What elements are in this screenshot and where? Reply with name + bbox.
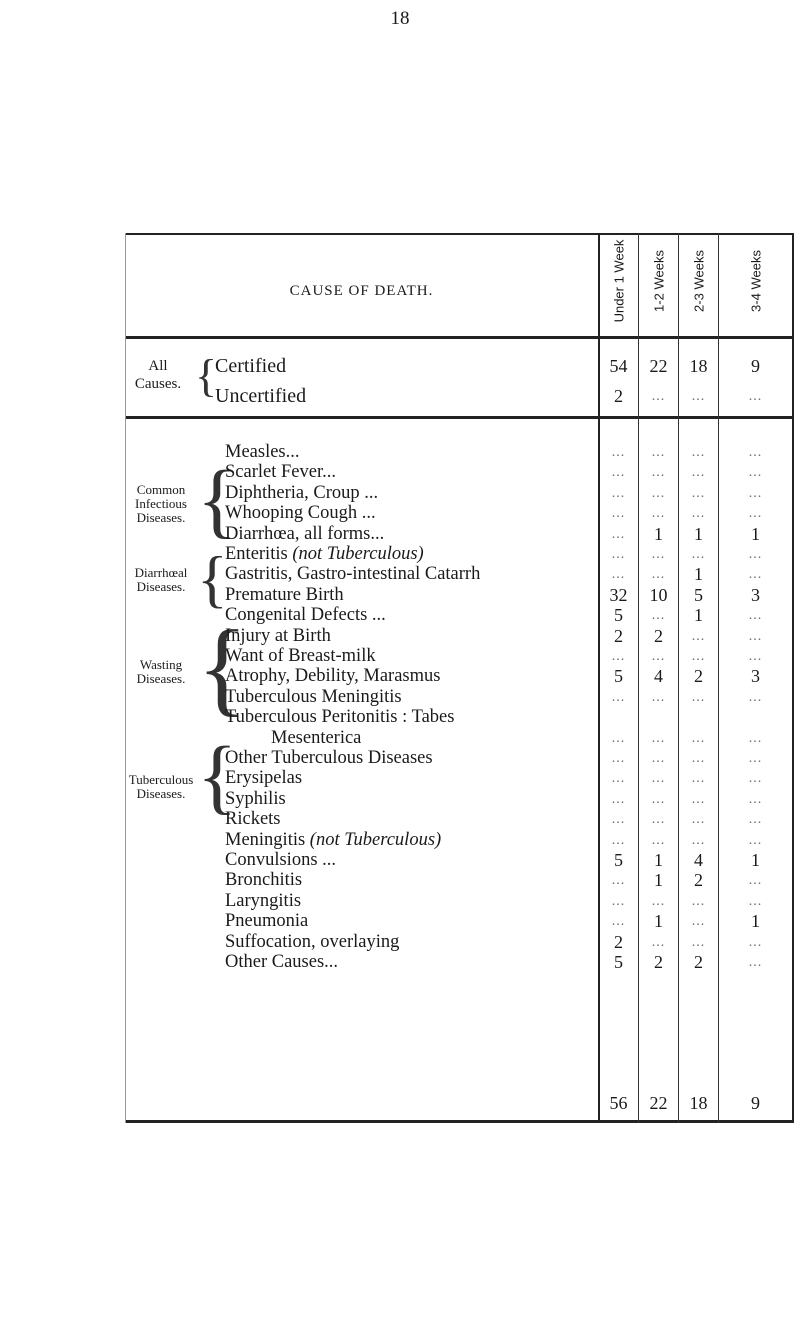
row-value-col-3: ... <box>691 833 706 848</box>
row-value-col-4: ... <box>748 894 763 909</box>
row-label: Rickets <box>225 809 281 829</box>
totals-row <box>125 1093 794 1114</box>
row-value-col-2: 4 <box>654 666 663 686</box>
row-label: Want of Breast-milk <box>225 646 376 666</box>
row-label: Laryngitis <box>225 891 302 911</box>
row-value-col-3: ... <box>691 914 706 929</box>
row-value-col-3: ... <box>691 445 706 460</box>
group-label-all-causes: All Causes. <box>134 358 182 392</box>
all-causes-bottom-rule <box>125 416 794 419</box>
table-row <box>125 605 794 626</box>
row-value-col-4: ... <box>748 690 763 705</box>
row-label: Premature Birth <box>225 585 344 605</box>
row-value-col-4: ... <box>748 389 763 404</box>
row-value-col-2: ... <box>651 649 666 664</box>
table-row <box>125 626 794 647</box>
total-col-1: 56 <box>609 1093 628 1113</box>
table-row <box>125 830 794 851</box>
row-value-col-4: ... <box>748 731 763 746</box>
row-value-col-2: 1 <box>654 911 663 931</box>
row-value-col-1: 2 <box>614 626 623 646</box>
table-row <box>125 809 794 830</box>
row-value-col-1: 5 <box>614 952 623 972</box>
table-row <box>125 850 794 871</box>
row-value-col-4: ... <box>748 567 763 582</box>
row-label: Scarlet Fever... <box>225 462 336 482</box>
row-value-col-3: ... <box>691 894 706 909</box>
row-value-col-3: ... <box>691 792 706 807</box>
table-row <box>125 564 794 585</box>
row-value-col-1: ... <box>611 914 626 929</box>
row-value-col-4: ... <box>748 465 763 480</box>
brace-tuberculous: { <box>197 730 238 823</box>
row-value-col-3: 1 <box>694 564 703 584</box>
row-label: Enteritis (not Tuberculous) <box>225 544 424 564</box>
row-label: Certified <box>215 355 287 377</box>
table-row <box>125 789 794 810</box>
page-number: 18 <box>390 8 410 29</box>
row-value-col-3: ... <box>691 649 706 664</box>
row-value-col-1: ... <box>611 751 626 766</box>
row-value-col-1: ... <box>611 833 626 848</box>
row-value-col-1: ... <box>611 690 626 705</box>
row-label: Other Tuberculous Diseases <box>225 748 433 768</box>
row-value-col-1: ... <box>611 445 626 460</box>
row-label: Uncertified <box>215 385 307 407</box>
row-label: Tuberculous Meningitis <box>225 687 402 707</box>
row-value-col-3: 2 <box>694 870 703 890</box>
table-row <box>125 911 794 932</box>
row-value-col-3: 4 <box>694 850 703 870</box>
table-top-rule <box>125 233 794 235</box>
row-value-col-1: 5 <box>614 666 623 686</box>
row-value-col-2: ... <box>651 812 666 827</box>
row-value-col-2: ... <box>651 608 666 623</box>
row-value-col-2: ... <box>651 771 666 786</box>
row-value-col-2: ... <box>651 486 666 501</box>
row-label: Tuberculous Peritonitis : Tabes <box>225 707 455 727</box>
row-value-col-4: ... <box>748 608 763 623</box>
table-row <box>125 932 794 953</box>
row-value-col-4: 1 <box>751 911 760 931</box>
row-value-col-3: ... <box>691 506 706 521</box>
row-value-col-3: 2 <box>694 666 703 686</box>
table-row <box>125 728 794 749</box>
row-value-col-3: ... <box>691 690 706 705</box>
row-value-col-1: ... <box>611 812 626 827</box>
row-value-col-2: ... <box>651 833 666 848</box>
row-label: Convulsions ... <box>225 850 337 870</box>
table-row <box>125 544 794 565</box>
row-value-col-2: ... <box>651 547 666 562</box>
table-row <box>125 707 794 728</box>
row-value-col-2: ... <box>651 731 666 746</box>
row-value-col-3: 2 <box>694 952 703 972</box>
row-value-col-4: ... <box>748 751 763 766</box>
row-value-col-3: ... <box>691 629 706 644</box>
cause-of-death-heading: CAUSE OF DEATH. <box>289 283 434 299</box>
row-value-col-4: ... <box>748 873 763 888</box>
row-value-col-2: 2 <box>654 952 663 972</box>
row-value-col-1: 32 <box>609 585 628 605</box>
row-value-col-4: ... <box>748 649 763 664</box>
row-label: Gastritis, Gastro-intestinal Catarrh <box>225 564 481 584</box>
row-value-col-4: ... <box>748 833 763 848</box>
row-value-col-2: ... <box>651 465 666 480</box>
table-row <box>125 666 794 687</box>
row-label: Meningitis (not Tuberculous) <box>225 830 442 850</box>
table-row <box>125 462 794 483</box>
row-value-col-3: ... <box>691 486 706 501</box>
row-value-col-3: 18 <box>689 356 708 376</box>
row-value-col-2: ... <box>651 751 666 766</box>
row-value-col-4: ... <box>748 812 763 827</box>
table-row <box>125 891 794 912</box>
row-value-col-2: 1 <box>654 870 663 890</box>
total-col-2: 22 <box>649 1093 668 1113</box>
group-label-tuberculous: Tuberculous Diseases. <box>128 772 194 801</box>
total-col-4: 9 <box>751 1093 760 1113</box>
row-value-col-3: 5 <box>694 585 703 605</box>
row-label: Diarrhœa, all forms... <box>225 524 385 544</box>
row-value-col-4: ... <box>748 445 763 460</box>
row-value-col-1: ... <box>611 506 626 521</box>
table-row <box>125 503 794 524</box>
row-label: Syphilis <box>225 789 286 809</box>
column-header-3-4-weeks: 3-4 Weeks <box>748 250 763 312</box>
table-row <box>125 952 794 973</box>
column-header-1-2-weeks: 1-2 Weeks <box>651 250 666 312</box>
row-label: Measles... <box>225 442 300 462</box>
row-value-col-2: 1 <box>654 850 663 870</box>
row-value-col-1: ... <box>611 465 626 480</box>
row-value-col-4: ... <box>748 935 763 950</box>
row-value-col-1: ... <box>611 649 626 664</box>
brace-all-causes: { <box>195 350 218 401</box>
row-value-col-2: ... <box>651 935 666 950</box>
row-value-col-2: 2 <box>654 626 663 646</box>
table-row <box>125 646 794 667</box>
row-value-col-4: 1 <box>751 850 760 870</box>
row-value-col-1: ... <box>611 547 626 562</box>
row-value-col-3: ... <box>691 935 706 950</box>
row-value-col-4: ... <box>748 955 763 970</box>
row-value-col-1: ... <box>611 894 626 909</box>
row-value-col-1: ... <box>611 527 626 542</box>
row-value-col-2: ... <box>651 792 666 807</box>
row-value-col-4: ... <box>748 792 763 807</box>
row-value-col-2: ... <box>651 389 666 404</box>
row-value-col-3: ... <box>691 389 706 404</box>
row-value-col-4: 3 <box>751 666 760 686</box>
total-col-3: 18 <box>689 1093 708 1113</box>
row-label: Injury at Birth <box>225 626 331 646</box>
row-value-col-1: ... <box>611 731 626 746</box>
table-row <box>125 768 794 789</box>
row-value-col-4: 9 <box>751 356 760 376</box>
row-label: Whooping Cough ... <box>225 503 376 523</box>
group-label-wasting: Wasting Diseases. <box>136 657 186 686</box>
row-value-col-1: 5 <box>614 605 623 625</box>
row-value-col-3: ... <box>691 465 706 480</box>
table-row <box>125 687 794 708</box>
row-label: Suffocation, overlaying <box>225 932 400 952</box>
table-row <box>125 585 794 606</box>
table-row <box>125 524 794 545</box>
table-row <box>125 442 794 463</box>
brace-common-infectious: { <box>197 454 238 547</box>
row-label: Pneumonia <box>225 911 309 931</box>
row-value-col-3: ... <box>691 812 706 827</box>
group-label-common-infectious: Common Infectious Diseases. <box>135 482 187 525</box>
row-value-col-3: ... <box>691 731 706 746</box>
row-value-col-3: 1 <box>694 524 703 544</box>
row-value-col-2: ... <box>651 445 666 460</box>
row-label: Mesenterica <box>271 728 362 748</box>
row-value-col-2: 10 <box>649 585 668 605</box>
row-value-col-1: ... <box>611 771 626 786</box>
row-value-col-4: ... <box>748 486 763 501</box>
row-value-col-1: 54 <box>609 356 628 376</box>
row-value-col-3: 1 <box>694 605 703 625</box>
row-value-col-2: ... <box>651 894 666 909</box>
row-value-col-3: ... <box>691 751 706 766</box>
row-value-col-3: ... <box>691 771 706 786</box>
column-header-under-1-week: Under 1 Week <box>611 239 626 323</box>
brace-diarrhoeal: { <box>197 543 228 614</box>
row-value-col-4: 3 <box>751 585 760 605</box>
row-value-col-4: ... <box>748 771 763 786</box>
row-value-col-2: ... <box>651 506 666 521</box>
row-label: Diphtheria, Croup ... <box>225 483 379 503</box>
row-value-col-4: ... <box>748 506 763 521</box>
row-value-col-2: 1 <box>654 524 663 544</box>
row-label: Atrophy, Debility, Marasmus <box>225 666 441 686</box>
row-value-col-1: 5 <box>614 850 623 870</box>
row-value-col-1: ... <box>611 873 626 888</box>
table-row <box>125 483 794 504</box>
row-value-col-2: 22 <box>649 356 668 376</box>
row-value-col-2: ... <box>651 690 666 705</box>
table-row <box>125 748 794 769</box>
row-value-col-2: ... <box>651 567 666 582</box>
row-value-col-3: ... <box>691 547 706 562</box>
row-value-col-1: ... <box>611 486 626 501</box>
row-value-col-1: 2 <box>614 932 623 952</box>
group-label-diarrhoeal: Diarrhœal Diseases. <box>134 565 188 594</box>
row-label: Bronchitis <box>225 870 303 890</box>
row-label: Congenital Defects ... <box>225 605 386 625</box>
header-bottom-rule <box>125 336 794 339</box>
row-label: Erysipelas <box>225 768 303 788</box>
all-causes-row <box>125 386 794 407</box>
row-label: Other Causes... <box>225 952 339 972</box>
row-value-col-1: ... <box>611 567 626 582</box>
brace-wasting: { <box>197 609 248 726</box>
all-causes-row <box>125 356 794 377</box>
row-value-col-1: 2 <box>614 386 623 406</box>
row-value-col-4: ... <box>748 629 763 644</box>
mortality-table <box>125 233 794 1123</box>
row-value-col-4: ... <box>748 547 763 562</box>
row-value-col-4: 1 <box>751 524 760 544</box>
table-bottom-rule <box>125 1120 794 1123</box>
column-header-2-3-weeks: 2-3 Weeks <box>691 250 706 312</box>
table-row <box>125 870 794 891</box>
row-value-col-1: ... <box>611 792 626 807</box>
